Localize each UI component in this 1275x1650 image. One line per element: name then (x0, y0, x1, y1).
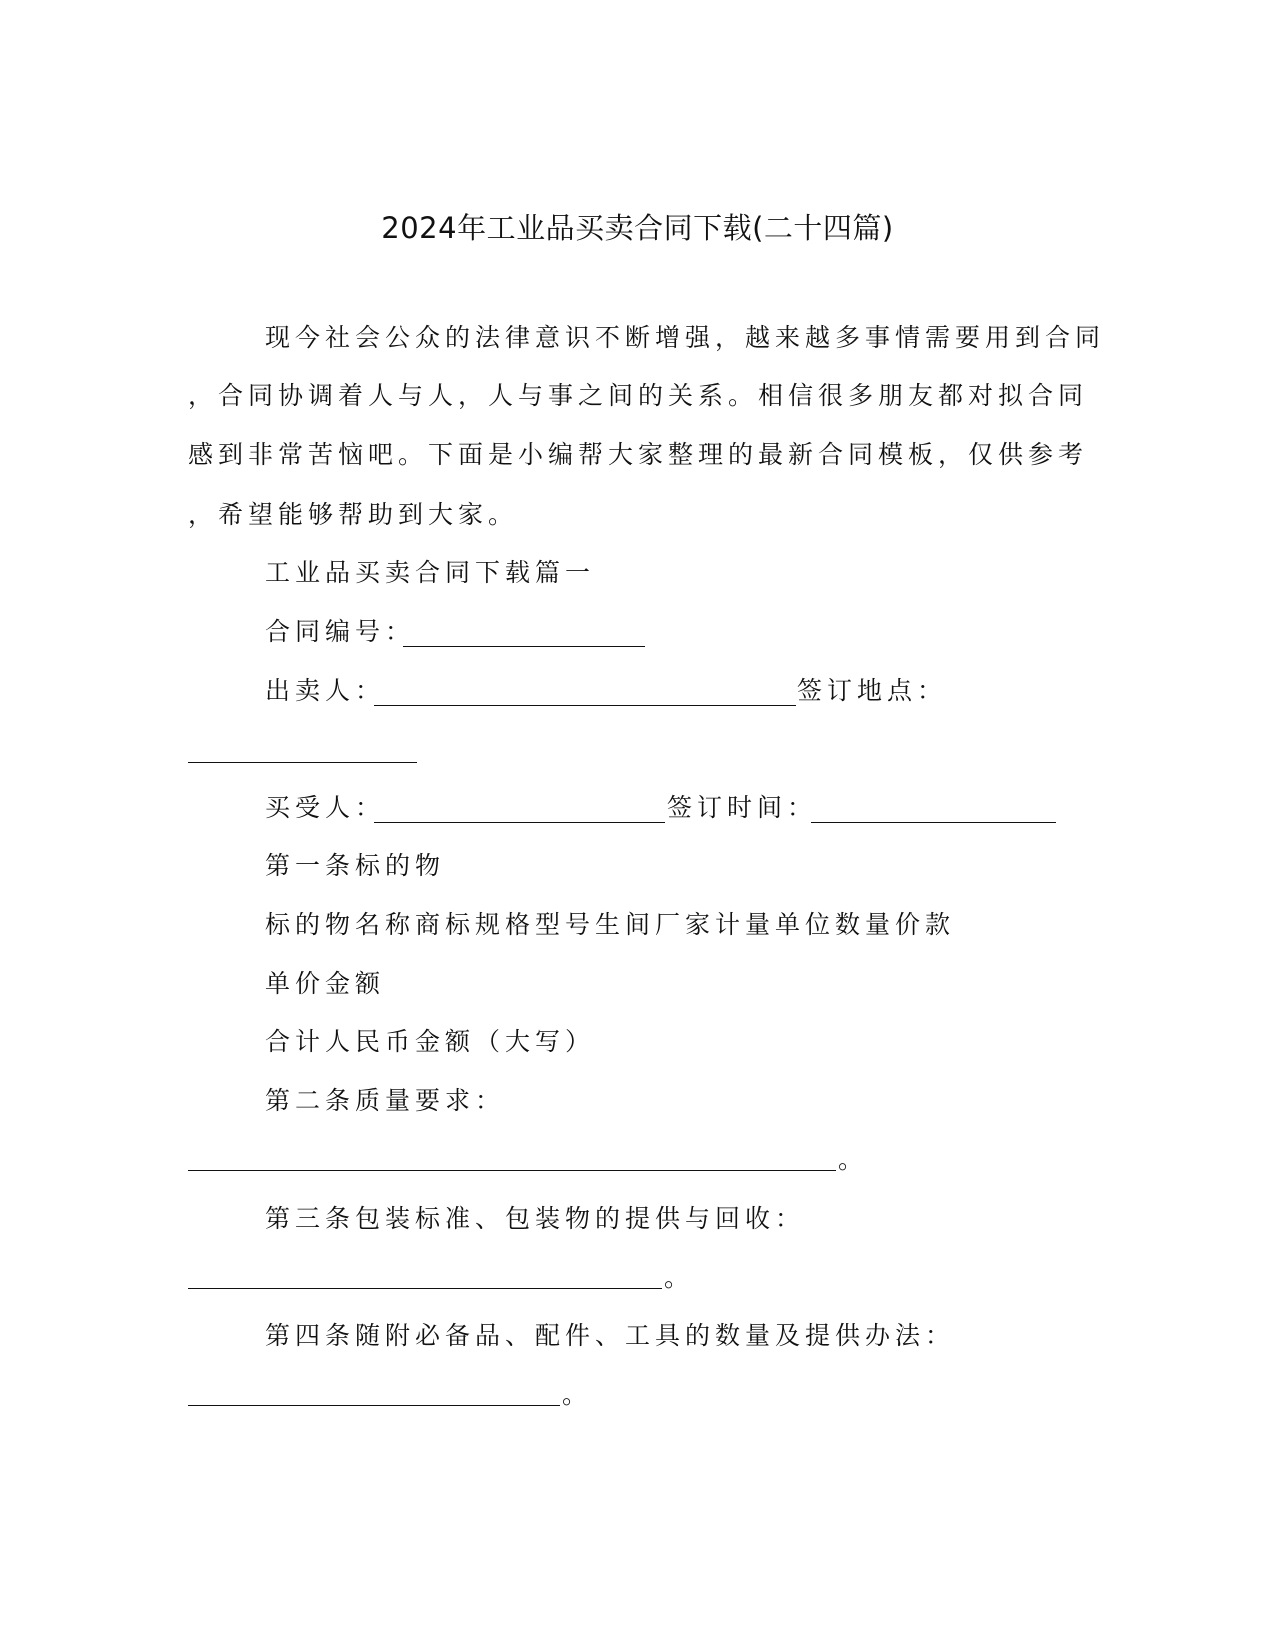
sign-place-label: 签订地点： (797, 676, 948, 705)
buyer-label: 买受人： (265, 793, 386, 822)
article-3: 第三条包装标准、包装物的提供与回收： (265, 1204, 806, 1233)
total-rmb: 合计人民币金额（大写） (265, 1027, 596, 1056)
table-header: 标的物名称商标规格型号生间厂家计量单位数量价款 (265, 910, 956, 939)
article-3-end: 。 (664, 1263, 690, 1292)
article-4: 第四条随附必备品、配件、工具的数量及提供办法： (265, 1321, 956, 1350)
contract-no-label: 合同编号： (265, 617, 416, 646)
sign-time-blank (811, 822, 1056, 823)
sign-place-blank (188, 762, 417, 763)
article-2-blank (188, 1170, 836, 1171)
intro-line-4: ，希望能够帮助到大家。 (188, 500, 519, 529)
article-4-end: 。 (562, 1380, 588, 1409)
unit-amount: 单价金额 (265, 969, 386, 998)
document-title: 2024年工业品买卖合同下载(二十四篇) (381, 211, 894, 245)
article-4-blank (188, 1405, 560, 1406)
article-2-end: 。 (838, 1145, 864, 1174)
sign-time-label: 签订时间： (667, 793, 818, 822)
article-2: 第二条质量要求： (265, 1086, 506, 1115)
seller-label: 出卖人： (265, 676, 386, 705)
seller-blank (374, 705, 796, 706)
article-3-blank (188, 1288, 662, 1289)
section-heading: 工业品买卖合同下载篇一 (265, 558, 596, 587)
article-1: 第一条标的物 (265, 851, 446, 880)
buyer-blank (374, 822, 665, 823)
intro-line-2: ，合同协调着人与人，人与事之间的关系。相信很多朋友都对拟合同 (188, 381, 1089, 410)
intro-line-1: 现今社会公众的法律意识不断增强，越来越多事情需要用到合同 (265, 323, 1106, 352)
intro-line-3: 感到非常苦恼吧。下面是小编帮大家整理的最新合同模板，仅供参考 (188, 440, 1089, 469)
contract-no-blank (403, 646, 645, 647)
